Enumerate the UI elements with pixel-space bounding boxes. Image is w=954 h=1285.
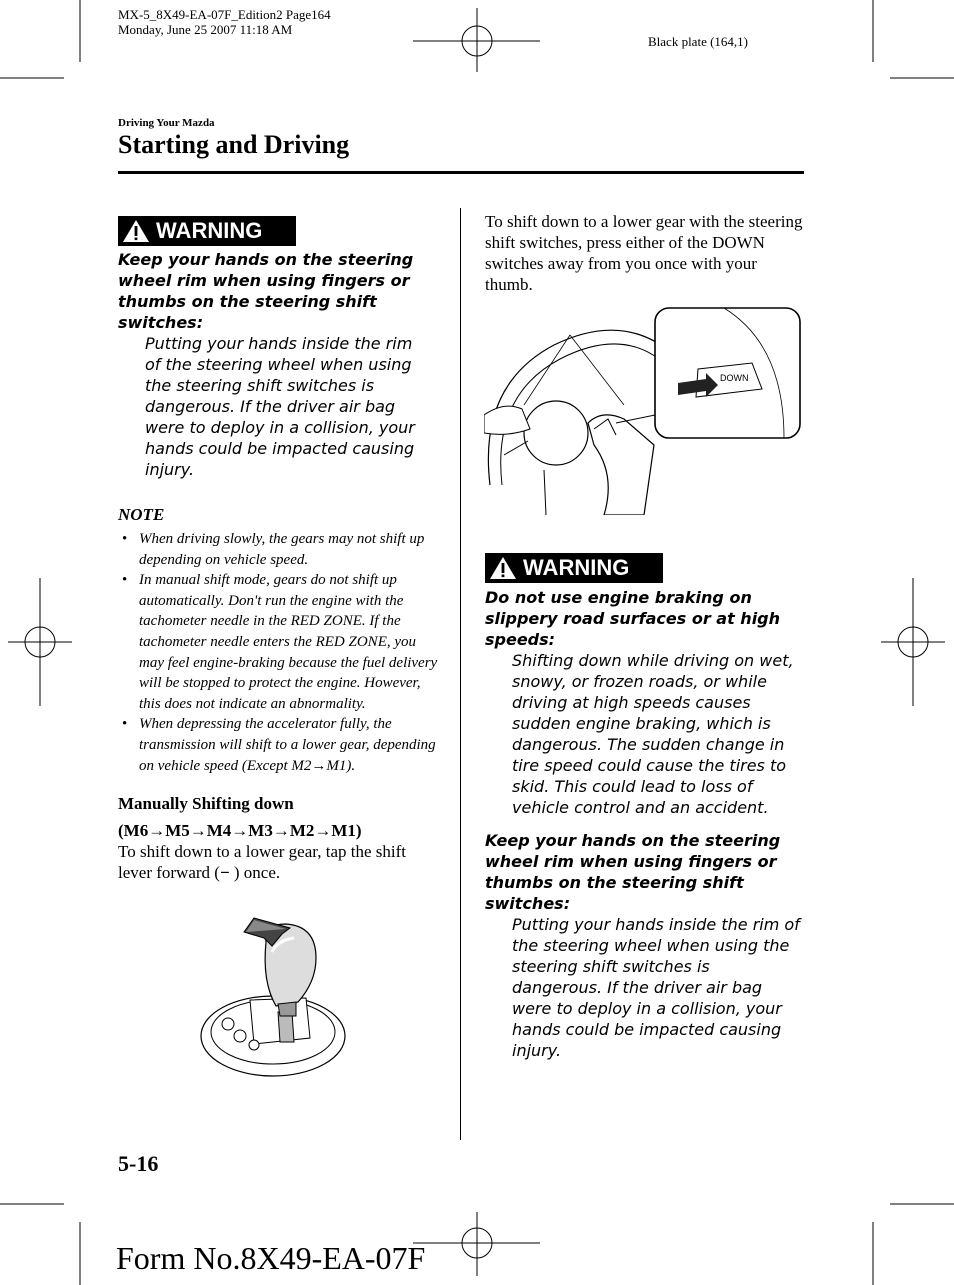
note-heading: NOTE: [118, 505, 165, 524]
down-switch-label: DOWN: [720, 373, 749, 383]
print-header-filename: MX-5_8X49-EA-07F_Edition2 Page164: [118, 7, 331, 22]
warning-badge: [485, 553, 663, 583]
manual-shift-heading: Manually Shifting down: [118, 794, 294, 814]
print-header: [118, 7, 331, 37]
shift-instruction-end: ) once.: [229, 863, 281, 883]
note-list: [118, 529, 438, 776]
warning-lead: Do not use engine braking on slippery road surfaces or at high speeds:: [485, 588, 781, 649]
page-title: Starting and Driving: [118, 130, 350, 159]
minus-symbol: −: [219, 863, 230, 883]
column-divider: [460, 208, 461, 1140]
note-item: • In manual shift mode, gears do not shift up automatically. Don't run the engine with the tachometer needle in the RED ZONE. If the tachometer needle enters the RED ZONE, you may feel engine-braking because the fuel delivery will be stopped to protect the engine. However, this does not indicate an abnormality.: [118, 570, 438, 714]
warning-body: Putting your hands inside the rim of the steering wheel when using the steering shift switches is dangerous. If the driver air bag were to deploy in a collision, your hands could be impacted causing injury.: [512, 915, 800, 1060]
shift-instruction-start: To shift down to a lower gear, tap the shift lever forward (: [118, 842, 407, 883]
note-item: • When driving slowly, the gears may not shift up depending on vehicle speed.: [118, 529, 438, 570]
plate-label: Black plate (164,1): [648, 34, 748, 49]
warning-triangle-icon: [122, 219, 150, 243]
right-column: [485, 553, 803, 1061]
note-item: • When depressing the accelerator fully, the transmission will shift to a lower gear, depending on vehicle speed (Except M2→M1).: [118, 714, 438, 776]
warning-label: WARNING: [523, 555, 630, 580]
title-rule: [118, 171, 804, 174]
shift-instruction: [118, 841, 438, 883]
warning-label: WARNING: [156, 218, 263, 243]
warning-lead: Keep your hands on the steering wheel rim when using fingers or thumbs on the steering shift switches:: [118, 250, 414, 332]
warning-badge: [118, 216, 296, 246]
steering-wheel-illustration: [484, 305, 804, 515]
section-label: Driving Your Mazda: [118, 117, 215, 129]
print-header-date: Monday, June 25 2007 11:18 AM: [118, 22, 293, 37]
warning-body: Shifting down while driving on wet, snowy, or frozen roads, or while driving at high speeds causes sudden engine braking, which is dangerous. The sudden change in tire speed could cause the tires to skid. This could lead to loss of vehicle control and an accident.: [512, 651, 794, 817]
gear-sequence: (M6→M5→M4→M3→M2→M1): [118, 821, 362, 841]
warning-lead: Keep your hands on the steering wheel rim when using fingers or thumbs on the steering shift switches:: [485, 831, 781, 913]
page-number: 5-16: [118, 1151, 159, 1176]
warning-triangle-icon: [489, 556, 517, 580]
warning-body: Putting your hands inside the rim of the steering wheel when using the steering shift switches is dangerous. If the driver air bag were to deploy in a collision, your hands could be impacted causing injury.: [145, 334, 415, 479]
form-number: Form No.8X49-EA-07F: [116, 1240, 426, 1276]
left-column: [118, 216, 438, 883]
shift-lever-illustration: [198, 912, 358, 1082]
intro-paragraph: To shift down to a lower gear with the steering shift switches, press either of the DOWN switches away from you once with your thumb.: [485, 212, 803, 294]
